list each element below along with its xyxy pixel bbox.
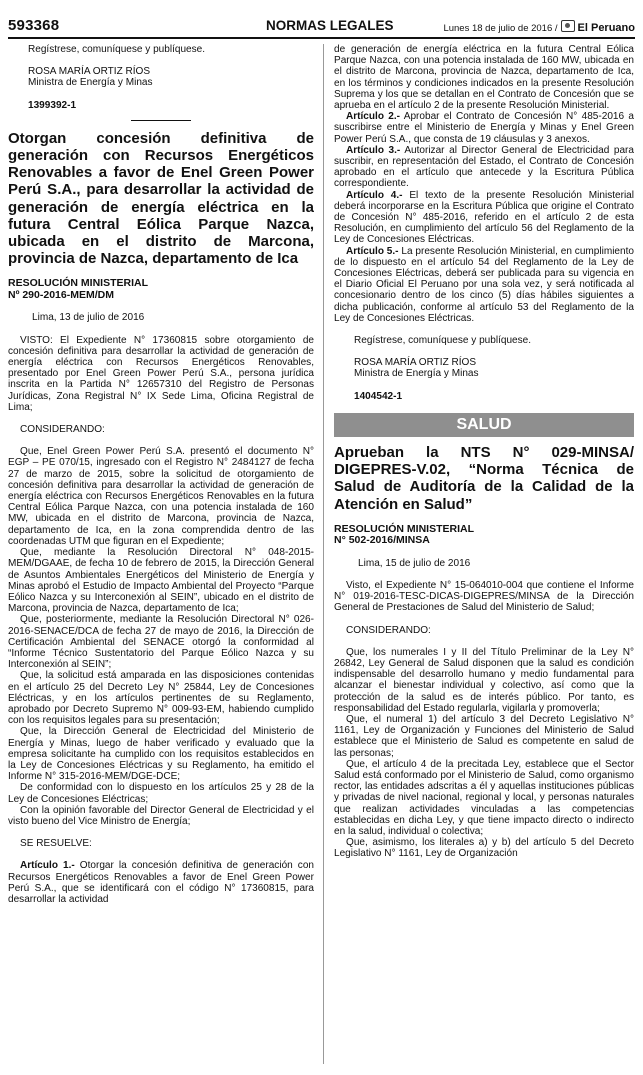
section-title: NORMAS LEGALES bbox=[266, 18, 394, 33]
header-right bbox=[443, 20, 635, 34]
resolution-number: Nº 290-2016-MEM/DM bbox=[8, 288, 114, 301]
article-text: Autorizar al Director General de Electricidad para suscribir, en representación del Estado, el Contrato de Concesión aprobado en el artículo que antecede y la Escritura Pública correspondiente. bbox=[334, 144, 634, 190]
article-label: Artículo 3.- bbox=[346, 144, 401, 156]
resolution-number: N° 502-2016/MINSA bbox=[334, 534, 430, 547]
paragraph: Que, el numeral 1) del artículo 3 del Decreto Legislativo N° 1161, Ley de Organización y Funciones del Ministerio de Salud establece que el Ministerio de Salud es competente en salud de las personas; bbox=[334, 713, 634, 759]
article-5 bbox=[334, 246, 634, 324]
paragraph: Que, posteriormente, mediante la Resolución Directoral N° 026-2016-SENACE/DCA de fecha 27 de mayo de 2016, la Dirección de Certificación Ambiental del SENACE otorgó la conformidad al “Informe Técnico Sustentatorio del Parque Eólico Nazca y su Interconexión al SEIN”; bbox=[8, 614, 314, 671]
article-label: Artículo 1.- bbox=[20, 860, 75, 872]
paragraph: Que, asimismo, los literales a) y b) del artículo 5 del Decreto Legislativo N° 1161, Ley de Organización bbox=[334, 837, 634, 860]
paragraph: De conformidad con lo dispuesto en los artículos 25 y 28 de la Ley de Concesiones Eléctricas; bbox=[8, 782, 314, 805]
closing-formula: Regístrese, comuníquese y publíquese. bbox=[28, 44, 206, 55]
left-column bbox=[8, 44, 314, 1064]
closing-formula: Regístrese, comuníquese y publíquese. bbox=[354, 335, 532, 347]
article-label: Artículo 2.- bbox=[346, 111, 400, 123]
place-date: Lima, 15 de julio de 2016 bbox=[358, 557, 471, 569]
article-headline: Aprueban la NTS N° 029-MINSA/ DIGEPRES-V.02, “Norma Técnica de Salud de Auditoría de la Calidad de la Atención en Salud” bbox=[334, 443, 634, 513]
signer-name: ROSA MARÍA ORTIZ RÍOS bbox=[354, 357, 477, 369]
article-text: Aprobar el Contrato de Concesión N° 485-2016 a suscribirse entre el Ministerio de Energía y Minas y Enel Green Power Perú S.A., que consta de 19 cláusulas y 3 anexos. bbox=[334, 111, 634, 145]
paragraph: Que, los numerales I y II del Título Preliminar de la Ley N° 26842, Ley General de Salud disponen que la salud es condición indispensable del desarrollo humano y medio fundamental para alcanzar el bienestar individual y colectivo, así como que la protección de la salud es de interés público. Por tanto, es responsabilidad del Estado regularla, vigilarla y promoverla; bbox=[334, 646, 634, 714]
paragraph: Que, mediante la Resolución Directoral N° 048-2015-MEM/DGAAE, de fecha 10 de febrero de 2015, la Dirección General de Asuntos Ambientales Energéticos del Ministerio de Energía y Minas aprobó el Estudio de Impacto Ambiental del Proyecto “Parque Eólico Nazca y su Interconexión al SEIN”, ubicado en el distrito de Marcona, provincia de Nazca, departamento de Ica; bbox=[8, 547, 314, 615]
right-column bbox=[334, 44, 634, 1064]
page-header bbox=[8, 17, 635, 39]
paragraph: Con la opinión favorable del Director General de Electricidad y el visto bueno del Vice Ministro de Energía; bbox=[8, 804, 314, 827]
paragraph: Que, la Dirección General de Electricidad del Ministerio de Energía y Minas, luego de haber verificado y evaluado que la empresa solicitante ha cumplido con los requisitos establecidos en la Ley de Concesiones Eléctricas y su Reglamento, ha emitido el Informe N° 315-2016-MEM/DGE-DCE; bbox=[8, 726, 314, 783]
visto-paragraph: Visto, el Expediente N° 15-064010-004 que contiene el Informe N° 019-2016-TESC-DICAS-DIGEPRES/MINSA de la Dirección General de Prestaciones de Salud del Ministerio de Salud; bbox=[334, 579, 634, 614]
article-text: El texto de la presente Resolución Ministerial deberá incorporarse en la Escritura Pública que origine el Contrato de Concesión N° 485-2016, referido en el artículo 2 de esta Resolución, en cumplimiento del artículo 56 del Reglamento de la Ley de Concesiones Eléctricas. bbox=[334, 189, 634, 246]
place-date: Lima, 13 de julio de 2016 bbox=[32, 312, 145, 324]
article-headline: Otorgan concesión definitiva de generación con Recursos Energéticos Renovables a favor de Enel Green Power Perú S.A., para desarrollar la actividad de generación de energía eléctrica en la futura Central Eólica Parque Nazca, ubicada en el distrito de Marcona, provincia de Nazca, departamento de Ica bbox=[8, 129, 314, 268]
column-divider bbox=[323, 44, 324, 1064]
paragraph: Que, Enel Green Power Perú S.A. presentó el documento N° EGP – PE 070/15, ingresado con el Registro N° 2484127 de fecha 27 de marzo de 2015, sobre la solicitud de otorgamiento de concesión definitiva para desarrollar la actividad de generación de energía eléctrica con Recursos Energéticos Renovables en la futura Central Eólica Parque Nazca, con una potencia instalada de 160 MW, ubicada en el distrito de Marcona, provincia de Nazca, departamento de Ica, en la zona comprendida dentro de las coordenadas UTM que figuran en el Expediente; bbox=[8, 446, 314, 547]
considerando-label: CONSIDERANDO: bbox=[20, 424, 105, 436]
considerando-label: CONSIDERANDO: bbox=[346, 624, 431, 636]
separator-rule bbox=[131, 120, 191, 121]
page-number: 593368 bbox=[8, 17, 60, 34]
article-1 bbox=[8, 860, 314, 905]
paragraph: Que, la solicitud está amparada en las disposiciones contenidas en el artículo 25 del Decreto Ley N° 25844, Ley de Concesiones Eléctricas, y en los artículos pertinentes de su Reglamento, aprobado por Decreto Supremo N° 009-93-EM, habiendo cumplido con los requisitos legales para su presentación; bbox=[8, 670, 314, 727]
issue-date: Lunes 18 de julio de 2016 / bbox=[443, 23, 558, 34]
article-label: Artículo 5.- bbox=[346, 245, 399, 257]
resolution-title: RESOLUCIÓN MINISTERIAL bbox=[8, 277, 149, 290]
article-text: Otorgar la concesión definitiva de generación con Recursos Energéticos Renovables a favor de Enel Green Power Perú S.A., que se identificará con el código N° 17360815, para desarrollar la actividad bbox=[8, 860, 314, 905]
article-2 bbox=[334, 111, 634, 145]
article-text: La presente Resolución Ministerial, en cumplimiento de lo dispuesto en el artículo 54 del Reglamento de la Ley de Concesiones Eléctricas, deberá ser publicada para su vigencia en el Diario Oficial El Peruano por una sola vez, y será notificada al concesionario dentro de los cinco (5) días hábiles siguientes a dicha publicación, conforme al artículo 53 del Reglamento de la Ley de Concesiones Eléctricas. bbox=[334, 245, 634, 324]
publication-code: 1404542-1 bbox=[354, 390, 403, 402]
signer-title: Ministra de Energía y Minas bbox=[28, 77, 153, 89]
resolution-title: RESOLUCIÓN MINISTERIAL bbox=[334, 522, 475, 535]
section-band-salud: SALUD bbox=[334, 413, 634, 437]
publication-code: 1399392-1 bbox=[28, 99, 77, 111]
article-label: Artículo 4.- bbox=[346, 189, 403, 201]
article-4 bbox=[334, 190, 634, 246]
signer-name: ROSA MARÍA ORTIZ RÍOS bbox=[28, 66, 151, 78]
article-1-continued: de generación de energía eléctrica en la futura Central Eólica Parque Nazca, con una potencia instalada de 160 MW, ubicada en el distrito de Marcona, provincia de Nazca, departamento de Ica, en los términos y condiciones indicados en la presente Resolución Suprema y los que se detallan en el Contrato de Concesión que se aprueba en el artículo 2 de la presente Resolución Ministerial. bbox=[334, 44, 634, 112]
visto-paragraph: VISTO: El Expediente N° 17360815 sobre otorgamiento de concesión definitiva para desarrollar la actividad de generación de energía eléctrica con Recursos Energéticos Renovables, presentado por Enel Green Power Perú S.A., persona jurídica inscrita en la Partida N° 12657310 del Registro de Personas Jurídicas, Zona Registral N° IX Sede Lima, Oficina Registral de Lima; bbox=[8, 334, 314, 413]
newspaper-name: El Peruano bbox=[577, 22, 635, 34]
article-3 bbox=[334, 145, 634, 190]
se-resuelve-label: SE RESUELVE: bbox=[20, 838, 92, 850]
signer-title: Ministra de Energía y Minas bbox=[354, 368, 479, 380]
paragraph: Que, el artículo 4 de la precitada Ley, establece que el Sector Salud está conformado por el Ministerio de Salud, como organismo rector, las entidades adscritas a él y aquellas instituciones públicas y privadas de nivel nacional, regional y local, y personas naturales que realizan actividades vinculadas a las competencias establecidas en dicha Ley, y que tiene impacto directo o indirecto en la salud, individual o colectiva; bbox=[334, 758, 634, 837]
coat-of-arms-icon bbox=[561, 20, 575, 32]
